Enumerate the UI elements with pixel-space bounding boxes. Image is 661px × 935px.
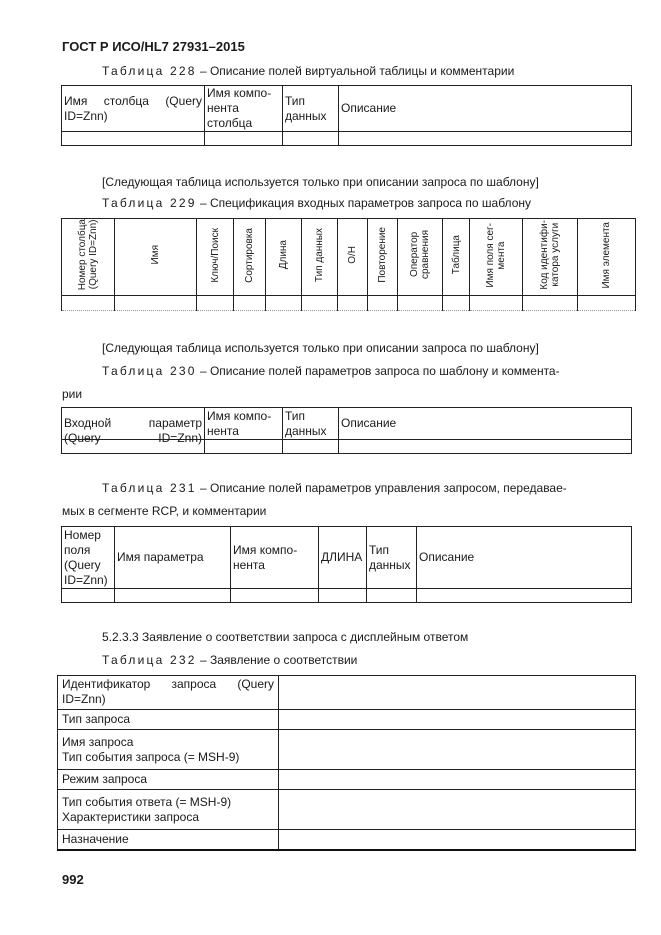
table-229-caption-label: Таблица 229 xyxy=(102,196,197,210)
table-231-col-type: Тип данных xyxy=(367,527,417,589)
table-229-col-number: Номер столбца (Query ID=Znn) xyxy=(62,219,115,296)
table-229-caption-text: – Спецификация входных параметров запроса по шаблону xyxy=(199,196,531,210)
table-231-col-field-number: Номер поля (Query ID=Znn) xyxy=(62,527,115,589)
table-232-query-type: Тип запроса xyxy=(58,710,279,730)
table-229-col-service-code: Код идентифи- катора услуги xyxy=(523,219,578,296)
table-232 xyxy=(57,675,636,851)
table-232-query-mode: Режим запроса xyxy=(58,770,279,790)
section-heading: 5.2.3.3 Заявление о соответствии запроса с дисплейным ответом xyxy=(102,630,469,644)
table-229-col-key: Ключ/Поиск xyxy=(197,219,234,296)
table-228-caption-text: – Описание полей виртуальной таблицы и комментарии xyxy=(199,64,515,78)
table-230-caption xyxy=(102,364,630,378)
table-232-query-event-label: Тип события запроса (= MSH-9) xyxy=(62,749,240,764)
table-228-col-name: Имя столбца (Query ID=Znn) xyxy=(62,86,205,132)
table-row xyxy=(58,830,636,850)
table-232-purpose: Назначение xyxy=(58,830,279,850)
table-row xyxy=(58,730,636,770)
table-231-col-description: Описание xyxy=(417,527,632,589)
note-230: [Следующая таблица используется только при описании запроса по шаблону] xyxy=(102,341,539,355)
table-231-col-component: Имя компо-нента xyxy=(231,527,319,589)
table-row xyxy=(62,132,632,146)
table-230-caption-cont: рии xyxy=(62,387,83,401)
table-230-col-type: Тип данных xyxy=(283,408,339,440)
table-229-col-element-name: Имя элемента xyxy=(578,219,636,296)
table-229-col-name: Имя xyxy=(115,219,197,296)
table-230-caption-text: – Описание полей параметров запроса по шаблону и коммента- xyxy=(199,364,560,378)
standard-header: ГОСТ Р ИСО/HL7 27931–2015 xyxy=(62,39,245,54)
table-232-query-name xyxy=(58,730,279,770)
table-229-col-length: Длина xyxy=(266,219,302,296)
table-229-col-optional: О/Н xyxy=(338,219,368,296)
table-228-col-component: Имя компо-нента столбца xyxy=(205,86,283,132)
table-228-col-type: Тип данных xyxy=(283,86,339,132)
table-231-caption-cont: мых в сегменте RCP, и комментарии xyxy=(62,504,267,518)
table-231 xyxy=(61,526,632,603)
table-231-col-length: ДЛИНА xyxy=(319,527,367,589)
note-229: [Следующая таблица используется только при описании запроса по шаблону] xyxy=(102,175,539,189)
table-229-col-repeat: Повторение xyxy=(368,219,398,296)
table-232-characteristics-label: Характеристики запроса xyxy=(62,809,200,824)
table-229-col-type: Тип данных xyxy=(302,219,338,296)
table-231-col-param-name: Имя параметра xyxy=(115,527,231,589)
table-230-col-description: Описание xyxy=(339,408,632,440)
table-row xyxy=(58,676,636,710)
page-number: 992 xyxy=(62,872,84,887)
table-232-response-event-label: Тип события ответа (= MSH-9) xyxy=(62,794,232,809)
table-232-caption-label: Таблица 232 xyxy=(102,653,197,667)
table-229 xyxy=(61,218,636,311)
table-231-caption-text: – Описание полей параметров управления запросом, передавае- xyxy=(199,481,567,495)
table-row xyxy=(58,770,636,790)
table-232-query-id: Идентификатор запроса (Query ID=Znn) xyxy=(58,676,279,710)
table-232-query-name-label: Имя запроса xyxy=(62,734,134,749)
table-229-col-table: Таблица xyxy=(443,219,470,296)
table-230-col-input: Входной параметр (Query ID=Znn) xyxy=(62,408,205,440)
table-row xyxy=(62,296,636,311)
table-232-response-event xyxy=(58,790,279,830)
table-228-caption xyxy=(102,64,514,78)
table-229-col-segment-field: Имя поля сег- мента xyxy=(470,219,523,296)
table-232-caption xyxy=(102,653,357,667)
table-232-caption-text: – Заявление о соответствии xyxy=(199,653,358,667)
table-228 xyxy=(61,85,632,146)
table-231-caption-label: Таблица 231 xyxy=(102,481,197,495)
table-229-col-sort: Сортировка xyxy=(234,219,266,296)
table-229-col-operator: Оператор сравнения xyxy=(398,219,443,296)
table-230-col-component: Имя компо-нента xyxy=(205,408,283,440)
table-230 xyxy=(61,407,632,454)
table-229-caption xyxy=(102,196,531,210)
table-228-caption-label: Таблица 228 xyxy=(102,64,197,78)
table-row xyxy=(58,790,636,830)
table-228-col-description: Описание xyxy=(339,86,632,132)
table-row xyxy=(62,589,632,603)
table-row xyxy=(58,710,636,730)
table-231-caption xyxy=(102,481,567,495)
table-230-caption-label: Таблица 230 xyxy=(102,364,197,378)
